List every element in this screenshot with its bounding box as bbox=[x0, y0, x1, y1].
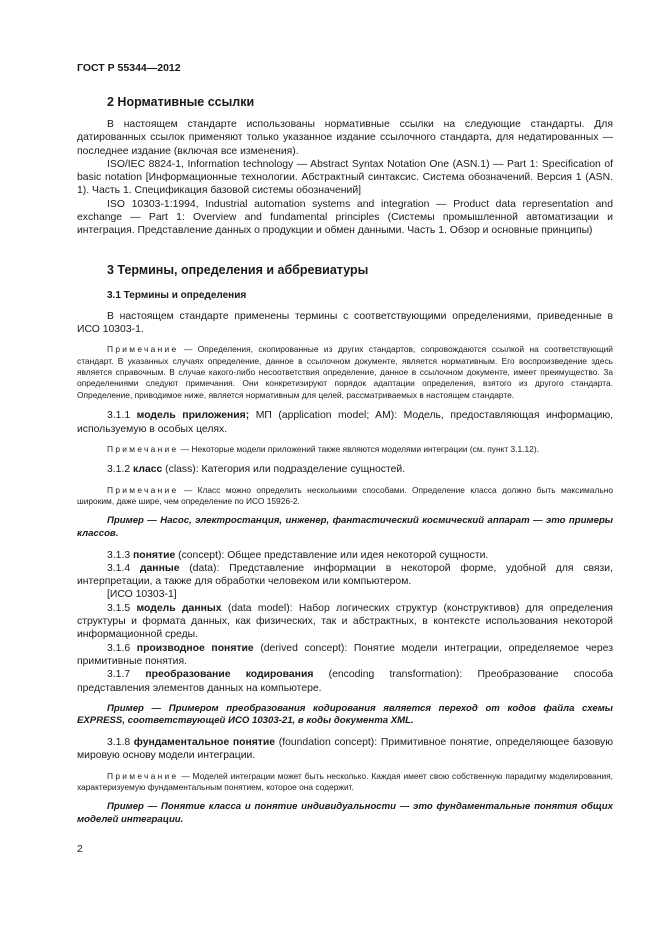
note-3: Примечание — Класс можно определить несколькими способами. Определение класса должно быть максимально широким, даже шире, чем определение по ИСО 15926-2. bbox=[77, 484, 613, 506]
term-3-1-7: 3.1.7 преобразование кодирования (encoding transformation): Преобразование способа представления элементов данных на компьютере. bbox=[77, 669, 613, 694]
note-4: Примечание — Моделей интеграции может быть несколько. Каждая имеет свою собственную парадигму моделирования, характеризуемую фундаментальным понятием, которое она содержит. bbox=[77, 770, 613, 793]
page-number: 2 bbox=[77, 843, 83, 855]
section-3-title: 3 Термины, определения и аббревиатуры bbox=[107, 262, 369, 277]
standard-header: ГОСТ Р 55344—2012 bbox=[77, 62, 181, 74]
section-3-intro: В настоящем стандарте применены термины с соответствующими определениями, приведенные в ИСО 10303-1. bbox=[77, 310, 613, 335]
subsection-3-1-title: 3.1 Термины и определения bbox=[107, 289, 247, 301]
section-2-paragraph: В настоящем стандарте использованы нормативные ссылки на следующие стандарты. Для датированных ссылок применяют только указанное издание ссылочного стандарта, для недатированных — последнее издание (включая все изменения). bbox=[77, 119, 613, 157]
example-1: Пример — Насос, электростанция, инженер, фантастический космический аппарат — это примеры классов. bbox=[77, 515, 613, 539]
example-2: Пример — Примером преобразования кодирования является переход от кодов файла схемы EXPRESS, соответствующей ИСО 10303-21, в коды документа XML. bbox=[77, 702, 613, 727]
term-3-1-4-source: [ИСО 10303-1] bbox=[107, 589, 177, 601]
example-3: Пример — Понятие класса и понятие индивидуальности — это фундаментальные понятия общих моделей интеграции. bbox=[77, 801, 613, 826]
term-3-1-5: 3.1.5 модель данных (data model): Набор логических структур (конструктивов) для определения структуры и формата данных, как физических, так и абстрактных, в контексте использования некоторой информационной среды. bbox=[77, 602, 614, 641]
term-3-1-8: 3.1.8 фундаментальное понятие (foundation concept): Примитивное понятие, определяющее базовую мировую основу модели интеграции. bbox=[77, 737, 613, 762]
term-3-1-6: 3.1.6 производное понятие (derived concept): Понятие модели интеграции, определяемое через примитивные понятия. bbox=[77, 642, 613, 667]
reference-iso-8824: ISO/IEC 8824-1, Information technology — Abstract Syntax Notation One (ASN.1) — Part 1: Specification of basic notation [Информационные технологии. Абстрактный синтаксис. Система обозначений. Версия 1 (ASN. 1). Часть 1. Спецификация базовой системы обозначений] bbox=[77, 158, 613, 197]
note-1: Примечание — Определения, скопированные из других стандартов, сопровождаются ссылкой на соответствующий стандарт. В указанных случаях определение, данное в ссылочном документе, является нормативным. Его воспроизведение здесь является справочным. В случае какого-либо несоответствия определение, данное в ссылочном документе, имеет преимущество. За определениями следуют примечания. Они конкретизируют порядок адаптации определения, взятого из другого стандарта. Определение, приводимое ниже, является нормативным для целей, рассматриваемых в настоящем стандарте. bbox=[77, 344, 613, 400]
reference-iso-10303: ISO 10303-1:1994, Industrial automation systems and integration — Product data representation and exchange — Part 1: Overview and fundamental principles (Системы промышленной автоматизации и интеграция. Представление данных о продукции и обмен данными. Часть 1. Обзор и основные принципы) bbox=[77, 198, 613, 237]
term-3-1-3: 3.1.3 понятие (concept): Общее представление или идея некоторой сущности. bbox=[107, 549, 489, 561]
section-2-title: 2 Нормативные ссылки bbox=[107, 95, 255, 109]
note-2: Примечание — Некоторые модели приложений также являются моделями интеграции (см. пункт 3.1.12). bbox=[107, 443, 539, 454]
term-3-1-4: 3.1.4 данные (data): Представление информации в некоторой форме, удобной для связи, интерпретации, а также для обработки человеком или компьютером. bbox=[77, 562, 613, 588]
page-content bbox=[77, 94, 613, 827]
term-3-1-2: 3.1.2 класс (class): Категория или подразделение сущностей. bbox=[107, 464, 406, 476]
term-3-1-1: 3.1.1 модель приложения; МП (application model; AM): Модель, предоставляющая информацию, используемую в особых целях. bbox=[77, 410, 613, 435]
